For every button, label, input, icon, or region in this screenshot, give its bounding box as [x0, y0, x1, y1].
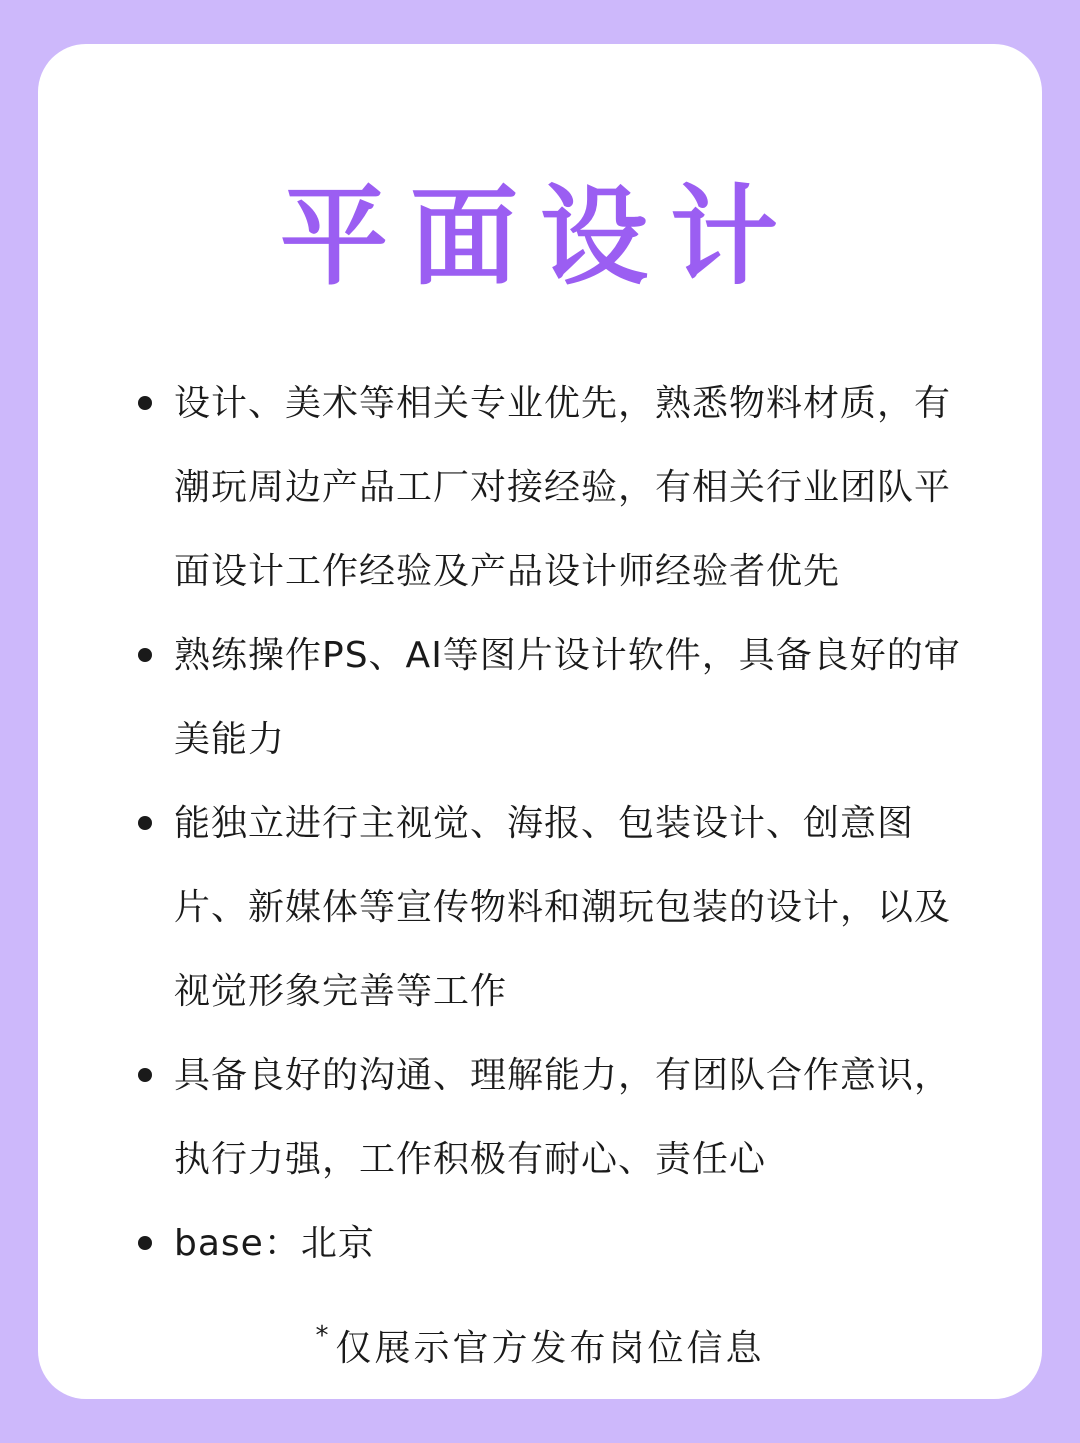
- page-title: 平面设计: [279, 174, 800, 300]
- footnote-asterisk: *: [315, 1321, 332, 1351]
- footnote-text: 仅展示官方发布岗位信息: [335, 1328, 765, 1369]
- list-item-text: 熟练操作PS、AI等图片设计软件，具备良好的审美能力: [174, 635, 961, 760]
- list-item-text: base：北京: [174, 1223, 375, 1264]
- requirements-list: [38, 362, 1042, 1286]
- list-item: [38, 614, 982, 782]
- bullet-icon: [138, 816, 152, 830]
- list-item: [38, 362, 982, 614]
- bullet-icon: [138, 1068, 152, 1082]
- footnote: [38, 1306, 1042, 1379]
- bullet-icon: [138, 648, 152, 662]
- list-item: [38, 782, 982, 1034]
- list-item: [38, 1034, 982, 1202]
- list-item: [38, 1202, 982, 1286]
- list-item-text: 设计、美术等相关专业优先，熟悉物料材质，有潮玩周边产品工厂对接经验，有相关行业团队平面设计工作经验及产品设计师经验者优先: [174, 383, 952, 592]
- list-item-text: 能独立进行主视觉、海报、包装设计、创意图片、新媒体等宣传物料和潮玩包装的设计，以及视觉形象完善等工作: [174, 803, 952, 1012]
- list-item-text: 具备良好的沟通、理解能力，有团队合作意识，执行力强，工作积极有耐心、责任心: [174, 1055, 952, 1180]
- bullet-icon: [138, 1236, 152, 1250]
- content-card: [38, 44, 1042, 1399]
- bullet-icon: [138, 396, 152, 410]
